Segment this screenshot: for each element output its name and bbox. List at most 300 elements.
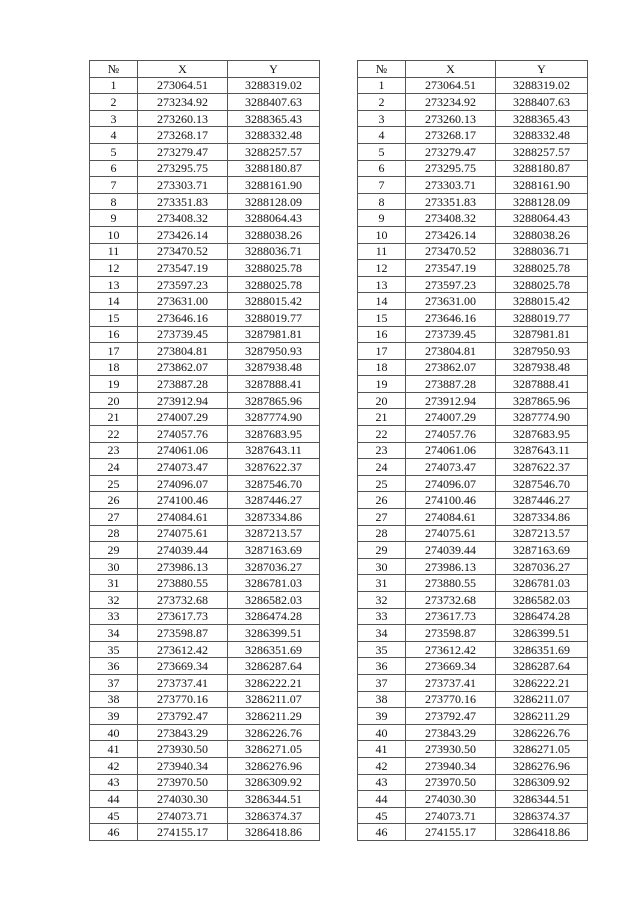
cell-y: 3286781.03: [496, 575, 588, 592]
cell-x: 273669.34: [138, 658, 228, 675]
cell-x: 273064.51: [138, 77, 228, 94]
table-header-row: [358, 61, 588, 78]
cell-x: 273940.34: [406, 757, 496, 774]
cell-y: 3286582.03: [496, 592, 588, 609]
table-row: [90, 127, 320, 144]
cell-number: 23: [90, 442, 138, 459]
cell-x: 273880.55: [138, 575, 228, 592]
cell-number: 4: [358, 127, 406, 144]
cell-y: 3287334.86: [496, 509, 588, 526]
header-x: X: [406, 61, 496, 78]
table-row: [90, 343, 320, 360]
cell-number: 26: [90, 492, 138, 509]
cell-number: 7: [358, 177, 406, 194]
table-row: [90, 807, 320, 824]
cell-x: 274075.61: [406, 525, 496, 542]
cell-number: 40: [358, 724, 406, 741]
cell-y: 3288038.26: [496, 226, 588, 243]
cell-x: 274096.07: [138, 475, 228, 492]
table-row: [358, 127, 588, 144]
cell-y: 3286309.92: [496, 774, 588, 791]
cell-x: 273351.83: [406, 193, 496, 210]
cell-number: 18: [90, 359, 138, 376]
cell-y: 3288064.43: [228, 210, 320, 227]
cell-number: 31: [358, 575, 406, 592]
table-row: [358, 326, 588, 343]
header-number: №: [90, 61, 138, 78]
cell-x: 273940.34: [138, 757, 228, 774]
cell-y: 3287865.96: [228, 392, 320, 409]
cell-x: 273737.41: [406, 674, 496, 691]
table-row: [358, 575, 588, 592]
cell-y: 3286211.29: [228, 708, 320, 725]
cell-x: 274007.29: [138, 409, 228, 426]
cell-x: 274061.06: [138, 442, 228, 459]
cell-y: 3288257.57: [496, 143, 588, 160]
cell-number: 25: [358, 475, 406, 492]
table-row: [90, 658, 320, 675]
table-row: [358, 475, 588, 492]
table-row: [358, 824, 588, 841]
cell-y: 3288038.26: [228, 226, 320, 243]
cell-number: 23: [358, 442, 406, 459]
table-row: [358, 276, 588, 293]
cell-y: 3288319.02: [496, 77, 588, 94]
cell-x: 274007.29: [406, 409, 496, 426]
cell-y: 3288161.90: [496, 177, 588, 194]
table-row: [358, 741, 588, 758]
cell-y: 3287888.41: [496, 376, 588, 393]
table-row: [90, 226, 320, 243]
table-row: [90, 243, 320, 260]
cell-x: 274057.76: [138, 426, 228, 443]
cell-number: 5: [358, 143, 406, 160]
cell-number: 38: [90, 691, 138, 708]
cell-number: 45: [90, 807, 138, 824]
cell-x: 273737.41: [138, 674, 228, 691]
cell-x: 274030.30: [138, 791, 228, 808]
table-row: [90, 326, 320, 343]
cell-number: 33: [358, 608, 406, 625]
cell-number: 28: [90, 525, 138, 542]
cell-number: 16: [90, 326, 138, 343]
cell-number: 41: [90, 741, 138, 758]
table-row: [358, 143, 588, 160]
cell-y: 3286418.86: [228, 824, 320, 841]
table-row: [358, 625, 588, 642]
cell-x: 273912.94: [138, 392, 228, 409]
cell-number: 35: [90, 641, 138, 658]
table-row: [90, 359, 320, 376]
cell-x: 274096.07: [406, 475, 496, 492]
cell-x: 273597.23: [138, 276, 228, 293]
cell-y: 3287546.70: [228, 475, 320, 492]
cell-number: 12: [358, 260, 406, 277]
table-row: [90, 442, 320, 459]
cell-y: 3288319.02: [228, 77, 320, 94]
cell-number: 46: [90, 824, 138, 841]
table-row: [358, 94, 588, 111]
table-row: [90, 724, 320, 741]
cell-number: 43: [90, 774, 138, 791]
cell-x: 273862.07: [138, 359, 228, 376]
cell-x: 273986.13: [406, 558, 496, 575]
cell-x: 274057.76: [406, 426, 496, 443]
table-row: [358, 774, 588, 791]
cell-x: 274073.47: [138, 459, 228, 476]
cell-number: 10: [358, 226, 406, 243]
cell-number: 39: [358, 708, 406, 725]
cell-number: 24: [358, 459, 406, 476]
cell-y: 3287622.37: [496, 459, 588, 476]
header-x: X: [138, 61, 228, 78]
cell-number: 33: [90, 608, 138, 625]
cell-number: 46: [358, 824, 406, 841]
cell-x: 273792.47: [138, 708, 228, 725]
table-row: [358, 226, 588, 243]
cell-number: 14: [90, 293, 138, 310]
table-row: [358, 724, 588, 741]
cell-x: 273470.52: [138, 243, 228, 260]
table-row: [90, 376, 320, 393]
cell-number: 5: [90, 143, 138, 160]
cell-y: 3287334.86: [228, 509, 320, 526]
cell-x: 273279.47: [406, 143, 496, 160]
cell-x: 274155.17: [406, 824, 496, 841]
cell-y: 3288180.87: [228, 160, 320, 177]
cell-y: 3286582.03: [228, 592, 320, 609]
cell-y: 3287163.69: [228, 542, 320, 559]
cell-y: 3287981.81: [496, 326, 588, 343]
cell-number: 37: [90, 674, 138, 691]
cell-x: 273426.14: [406, 226, 496, 243]
cell-y: 3287938.48: [228, 359, 320, 376]
table-row: [358, 77, 588, 94]
cell-y: 3286374.37: [496, 807, 588, 824]
cell-x: 274075.61: [138, 525, 228, 542]
cell-y: 3286276.96: [496, 757, 588, 774]
cell-y: 3286474.28: [496, 608, 588, 625]
cell-y: 3288019.77: [228, 309, 320, 326]
cell-number: 35: [358, 641, 406, 658]
cell-number: 29: [358, 542, 406, 559]
table-row: [358, 193, 588, 210]
cell-y: 3287213.57: [228, 525, 320, 542]
table-row: [90, 193, 320, 210]
cell-x: 273646.16: [138, 309, 228, 326]
header-y: Y: [228, 61, 320, 78]
cell-x: 273547.19: [138, 260, 228, 277]
cell-y: 3286211.29: [496, 708, 588, 725]
cell-y: 3286781.03: [228, 575, 320, 592]
cell-x: 273295.75: [138, 160, 228, 177]
cell-y: 3287683.95: [496, 426, 588, 443]
cell-number: 20: [358, 392, 406, 409]
cell-x: 273770.16: [138, 691, 228, 708]
cell-number: 21: [358, 409, 406, 426]
header-number: №: [358, 61, 406, 78]
table-row: [358, 343, 588, 360]
cell-y: 3287622.37: [228, 459, 320, 476]
cell-x: 273631.00: [138, 293, 228, 310]
cell-x: 273912.94: [406, 392, 496, 409]
cell-y: 3286287.64: [496, 658, 588, 675]
cell-number: 9: [90, 210, 138, 227]
cell-y: 3288128.09: [228, 193, 320, 210]
cell-y: 3286351.69: [496, 641, 588, 658]
cell-y: 3287213.57: [496, 525, 588, 542]
cell-number: 31: [90, 575, 138, 592]
table-row: [90, 509, 320, 526]
cell-y: 3286309.92: [228, 774, 320, 791]
cell-y: 3287546.70: [496, 475, 588, 492]
cell-x: 273064.51: [406, 77, 496, 94]
cell-y: 3288332.48: [496, 127, 588, 144]
cell-number: 26: [358, 492, 406, 509]
cell-number: 38: [358, 691, 406, 708]
cell-y: 3286344.51: [496, 791, 588, 808]
table-row: [358, 293, 588, 310]
table-row: [358, 409, 588, 426]
cell-y: 3288036.71: [496, 243, 588, 260]
table-row: [90, 475, 320, 492]
cell-y: 3288025.78: [496, 260, 588, 277]
cell-y: 3287683.95: [228, 426, 320, 443]
cell-number: 36: [358, 658, 406, 675]
table-row: [358, 608, 588, 625]
cell-number: 42: [90, 757, 138, 774]
cell-x: 273770.16: [406, 691, 496, 708]
table-row: [358, 177, 588, 194]
cell-number: 25: [90, 475, 138, 492]
cell-number: 41: [358, 741, 406, 758]
table-row: [90, 608, 320, 625]
cell-x: 273804.81: [406, 343, 496, 360]
table-row: [358, 757, 588, 774]
cell-y: 3288025.78: [496, 276, 588, 293]
cell-y: 3288015.42: [228, 293, 320, 310]
cell-x: 273598.87: [138, 625, 228, 642]
cell-x: 273843.29: [138, 724, 228, 741]
cell-y: 3287036.27: [496, 558, 588, 575]
table-row: [358, 260, 588, 277]
cell-x: 274039.44: [138, 542, 228, 559]
cell-number: 40: [90, 724, 138, 741]
cell-x: 273597.23: [406, 276, 496, 293]
cell-y: 3288128.09: [496, 193, 588, 210]
cell-number: 3: [90, 110, 138, 127]
cell-number: 2: [358, 94, 406, 111]
table-row: [358, 708, 588, 725]
cell-number: 24: [90, 459, 138, 476]
table-row: [90, 143, 320, 160]
table-row: [90, 293, 320, 310]
cell-y: 3287981.81: [228, 326, 320, 343]
cell-y: 3287643.11: [496, 442, 588, 459]
cell-x: 273887.28: [406, 376, 496, 393]
cell-y: 3286226.76: [496, 724, 588, 741]
table-row: [90, 542, 320, 559]
cell-y: 3288365.43: [496, 110, 588, 127]
table-row: [358, 658, 588, 675]
cell-y: 3286276.96: [228, 757, 320, 774]
cell-x: 273268.17: [138, 127, 228, 144]
cell-number: 4: [90, 127, 138, 144]
cell-number: 3: [358, 110, 406, 127]
cell-x: 273470.52: [406, 243, 496, 260]
cell-number: 18: [358, 359, 406, 376]
table-row: [90, 160, 320, 177]
cell-number: 27: [358, 509, 406, 526]
table-row: [90, 309, 320, 326]
cell-number: 20: [90, 392, 138, 409]
cell-number: 29: [90, 542, 138, 559]
table-row: [358, 309, 588, 326]
cell-y: 3288025.78: [228, 276, 320, 293]
cell-y: 3286271.05: [228, 741, 320, 758]
cell-x: 273279.47: [138, 143, 228, 160]
cell-number: 9: [358, 210, 406, 227]
cell-x: 273739.45: [138, 326, 228, 343]
cell-y: 3288015.42: [496, 293, 588, 310]
cell-number: 43: [358, 774, 406, 791]
cell-x: 273732.68: [406, 592, 496, 609]
table-row: [90, 110, 320, 127]
cell-y: 3286211.07: [496, 691, 588, 708]
cell-number: 30: [358, 558, 406, 575]
cell-x: 273617.73: [406, 608, 496, 625]
cell-y: 3287950.93: [496, 343, 588, 360]
cell-number: 19: [90, 376, 138, 393]
table-row: [358, 592, 588, 609]
cell-number: 21: [90, 409, 138, 426]
cell-number: 32: [358, 592, 406, 609]
cell-x: 273862.07: [406, 359, 496, 376]
cell-number: 8: [358, 193, 406, 210]
cell-x: 273739.45: [406, 326, 496, 343]
cell-y: 3288407.63: [228, 94, 320, 111]
cell-y: 3287865.96: [496, 392, 588, 409]
cell-x: 273547.19: [406, 260, 496, 277]
cell-x: 273804.81: [138, 343, 228, 360]
cell-number: 44: [358, 791, 406, 808]
cell-y: 3288365.43: [228, 110, 320, 127]
cell-number: 2: [90, 94, 138, 111]
cell-x: 274061.06: [406, 442, 496, 459]
table-row: [90, 426, 320, 443]
table-row: [90, 691, 320, 708]
table-row: [358, 674, 588, 691]
table-row: [90, 791, 320, 808]
cell-x: 273408.32: [406, 210, 496, 227]
cell-x: 273880.55: [406, 575, 496, 592]
cell-number: 10: [90, 226, 138, 243]
cell-y: 3288332.48: [228, 127, 320, 144]
cell-x: 274030.30: [406, 791, 496, 808]
table-row: [90, 558, 320, 575]
cell-y: 3286351.69: [228, 641, 320, 658]
table-row: [90, 592, 320, 609]
cell-number: 11: [90, 243, 138, 260]
cell-y: 3287446.27: [228, 492, 320, 509]
cell-y: 3287643.11: [228, 442, 320, 459]
cell-number: 37: [358, 674, 406, 691]
cell-y: 3288180.87: [496, 160, 588, 177]
table-row: [90, 674, 320, 691]
cell-y: 3286474.28: [228, 608, 320, 625]
cell-y: 3287163.69: [496, 542, 588, 559]
cell-y: 3288036.71: [228, 243, 320, 260]
cell-x: 273234.92: [138, 94, 228, 111]
cell-number: 22: [90, 426, 138, 443]
cell-number: 1: [90, 77, 138, 94]
table-row: [90, 177, 320, 194]
table-row: [90, 492, 320, 509]
table-row: [90, 525, 320, 542]
cell-y: 3287774.90: [228, 409, 320, 426]
table-row: [90, 774, 320, 791]
table-row: [358, 492, 588, 509]
cell-x: 273617.73: [138, 608, 228, 625]
cell-x: 274100.46: [406, 492, 496, 509]
cell-number: 15: [90, 309, 138, 326]
cell-x: 274100.46: [138, 492, 228, 509]
cell-x: 273631.00: [406, 293, 496, 310]
cell-x: 273669.34: [406, 658, 496, 675]
cell-y: 3286211.07: [228, 691, 320, 708]
table-row: [358, 160, 588, 177]
cell-y: 3286399.51: [496, 625, 588, 642]
table-row: [90, 276, 320, 293]
cell-y: 3288161.90: [228, 177, 320, 194]
cell-number: 19: [358, 376, 406, 393]
table-row: [90, 575, 320, 592]
cell-x: 274073.71: [138, 807, 228, 824]
cell-number: 22: [358, 426, 406, 443]
cell-y: 3287774.90: [496, 409, 588, 426]
cell-number: 6: [90, 160, 138, 177]
table-row: [358, 558, 588, 575]
cell-x: 273303.71: [138, 177, 228, 194]
table-row: [90, 210, 320, 227]
cell-x: 273303.71: [406, 177, 496, 194]
cell-x: 273792.47: [406, 708, 496, 725]
cell-y: 3287888.41: [228, 376, 320, 393]
table-row: [358, 359, 588, 376]
coordinate-table-right: [357, 60, 588, 841]
cell-x: 273351.83: [138, 193, 228, 210]
cell-number: 34: [90, 625, 138, 642]
cell-y: 3287446.27: [496, 492, 588, 509]
cell-number: 8: [90, 193, 138, 210]
table-row: [358, 691, 588, 708]
cell-number: 39: [90, 708, 138, 725]
cell-x: 273646.16: [406, 309, 496, 326]
table-row: [358, 807, 588, 824]
cell-x: 273598.87: [406, 625, 496, 642]
cell-x: 273843.29: [406, 724, 496, 741]
cell-number: 17: [90, 343, 138, 360]
cell-y: 3286399.51: [228, 625, 320, 642]
table-row: [358, 376, 588, 393]
cell-x: 273970.50: [138, 774, 228, 791]
cell-number: 36: [90, 658, 138, 675]
table-row: [90, 641, 320, 658]
cell-number: 42: [358, 757, 406, 774]
cell-x: 273268.17: [406, 127, 496, 144]
cell-number: 16: [358, 326, 406, 343]
table-row: [90, 392, 320, 409]
